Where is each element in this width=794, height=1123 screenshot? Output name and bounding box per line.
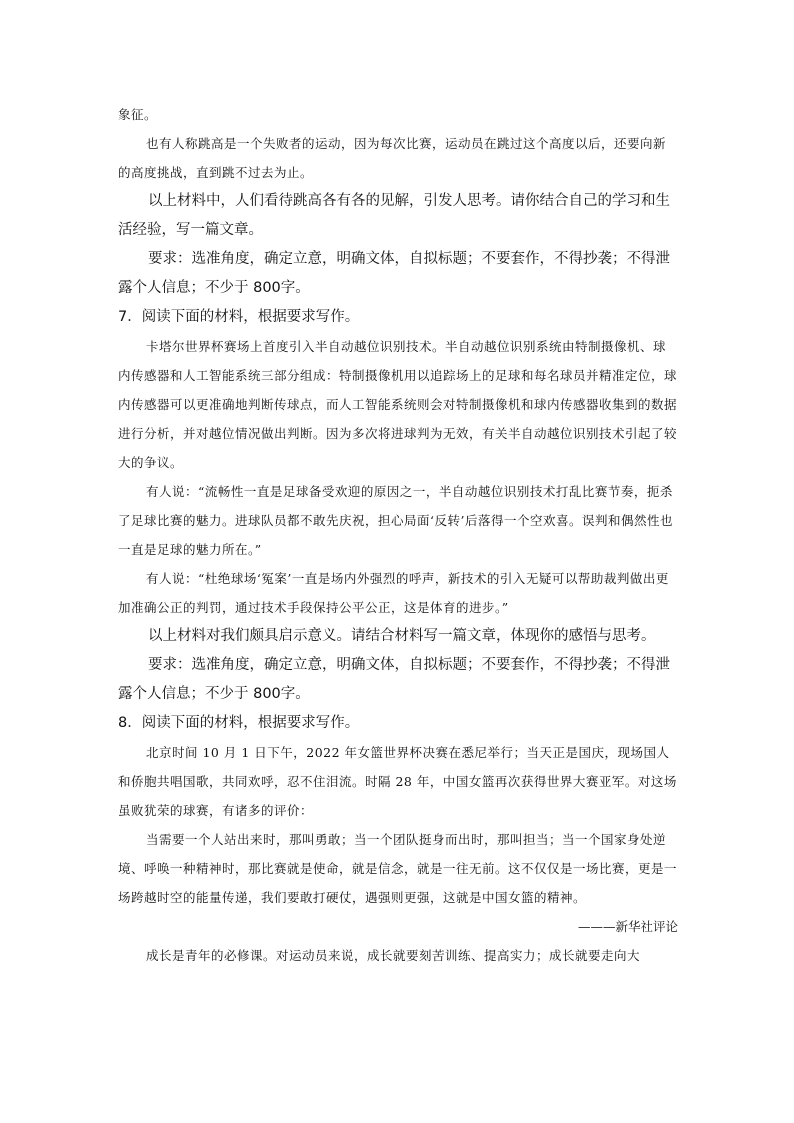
- source-attribution: ———新华社评论: [577, 919, 678, 934]
- writing-prompt: 以上材料对我们颇具启示意义。请结合材料写一篇文章，体现你的感悟与思考。: [148, 628, 656, 644]
- writing-requirements: 要求：选准角度，确定立意，明确文体，自拟标题；不要套作，不得抄袭；不得泄露个人信息；不少于 800字。: [118, 657, 670, 702]
- question-8-heading: 8．阅读下面的材料，根据要求写作。: [118, 715, 360, 731]
- material-paragraph-opinion-1: 有人说：“流畅性一直是足球备受欢迎的原因之一，半自动越位识别技术打乱比赛节奏，扼杀了足球比赛的魅力。进球队员都不敢先庆祝，担心局面‘反转’后落得一个空欢喜。误判和偶然性也一直是足球的魅力所在。”: [118, 484, 673, 557]
- material-paragraph-opinion-2: 有人说：“杜绝球场‘冤案’一直是场内外强烈的呼声，新技术的引入无疑可以帮助裁判做出更加准确公正的判罚，通过技术手段保持公平公正，这是体育的进步。”: [118, 571, 669, 615]
- material-paragraph-commentary: 当需要一个人站出来时，那叫勇敢；当一个团队挺身而出时，那叫担当；当一个国家身处逆境、呼唤一种精神时，那比赛就是使命，就是信念，就是一往无前。这不仅仅是一场比赛，更是一场跨越时空的能量传递，我们要敢打硬仗，遇强则更强，这就是中国女篮的精神。: [118, 832, 678, 905]
- writing-requirements: 要求：选准角度，确定立意，明确文体，自拟标题；不要套作，不得抄袭；不得泄露个人信息；不少于 800字。: [118, 251, 670, 296]
- material-text-continuation: 象征。: [118, 107, 158, 122]
- material-paragraph-growth: 成长是青年的必修课。对运动员来说，成长就要刻苦训练、提高实力；成长就要走向大: [146, 948, 641, 963]
- question-7-heading: 7．阅读下面的材料，根据要求写作。: [118, 309, 360, 325]
- writing-prompt: 以上材料中，人们看待跳高各有各的见解，引发人思考。请你结合自己的学习和生活经验，写一篇文章。: [118, 193, 670, 238]
- document-body: [118, 100, 678, 970]
- material-paragraph-offside-tech: 卡塔尔世界杯赛场上首度引入半自动越位识别技术。半自动越位识别系统由特制摄像机、球内传感器和人工智能系统三部分组成：特制摄像机用以追踪场上的足球和每名球员并精准定位，球内传感器可以更准确地判断传球点，而人工智能系统则会对特制摄像机和球内传感器收集到的数据进行分析，并对越位情况做出判断。因为多次将进球判为无效，有关半自动越位识别技术引起了较大的争议。: [118, 339, 678, 470]
- material-paragraph-womens-basketball: 北京时间 10 月 1 日下午，2022 年女篮世界杯决赛在悉尼举行；当天正是国庆，现场国人和侨胞共唱国歌，共同欢呼，忍不住泪流。时隔 28 年，中国女篮再次获得世界大赛亚军。对这场虽败犹荣的球赛，有诸多的评价：: [118, 745, 677, 818]
- material-paragraph-high-jump: 也有人称跳高是一个失败者的运动，因为每次比赛，运动员在跳过这个高度以后，还要向新的高度挑战，直到跳不过去为止。: [118, 136, 667, 180]
